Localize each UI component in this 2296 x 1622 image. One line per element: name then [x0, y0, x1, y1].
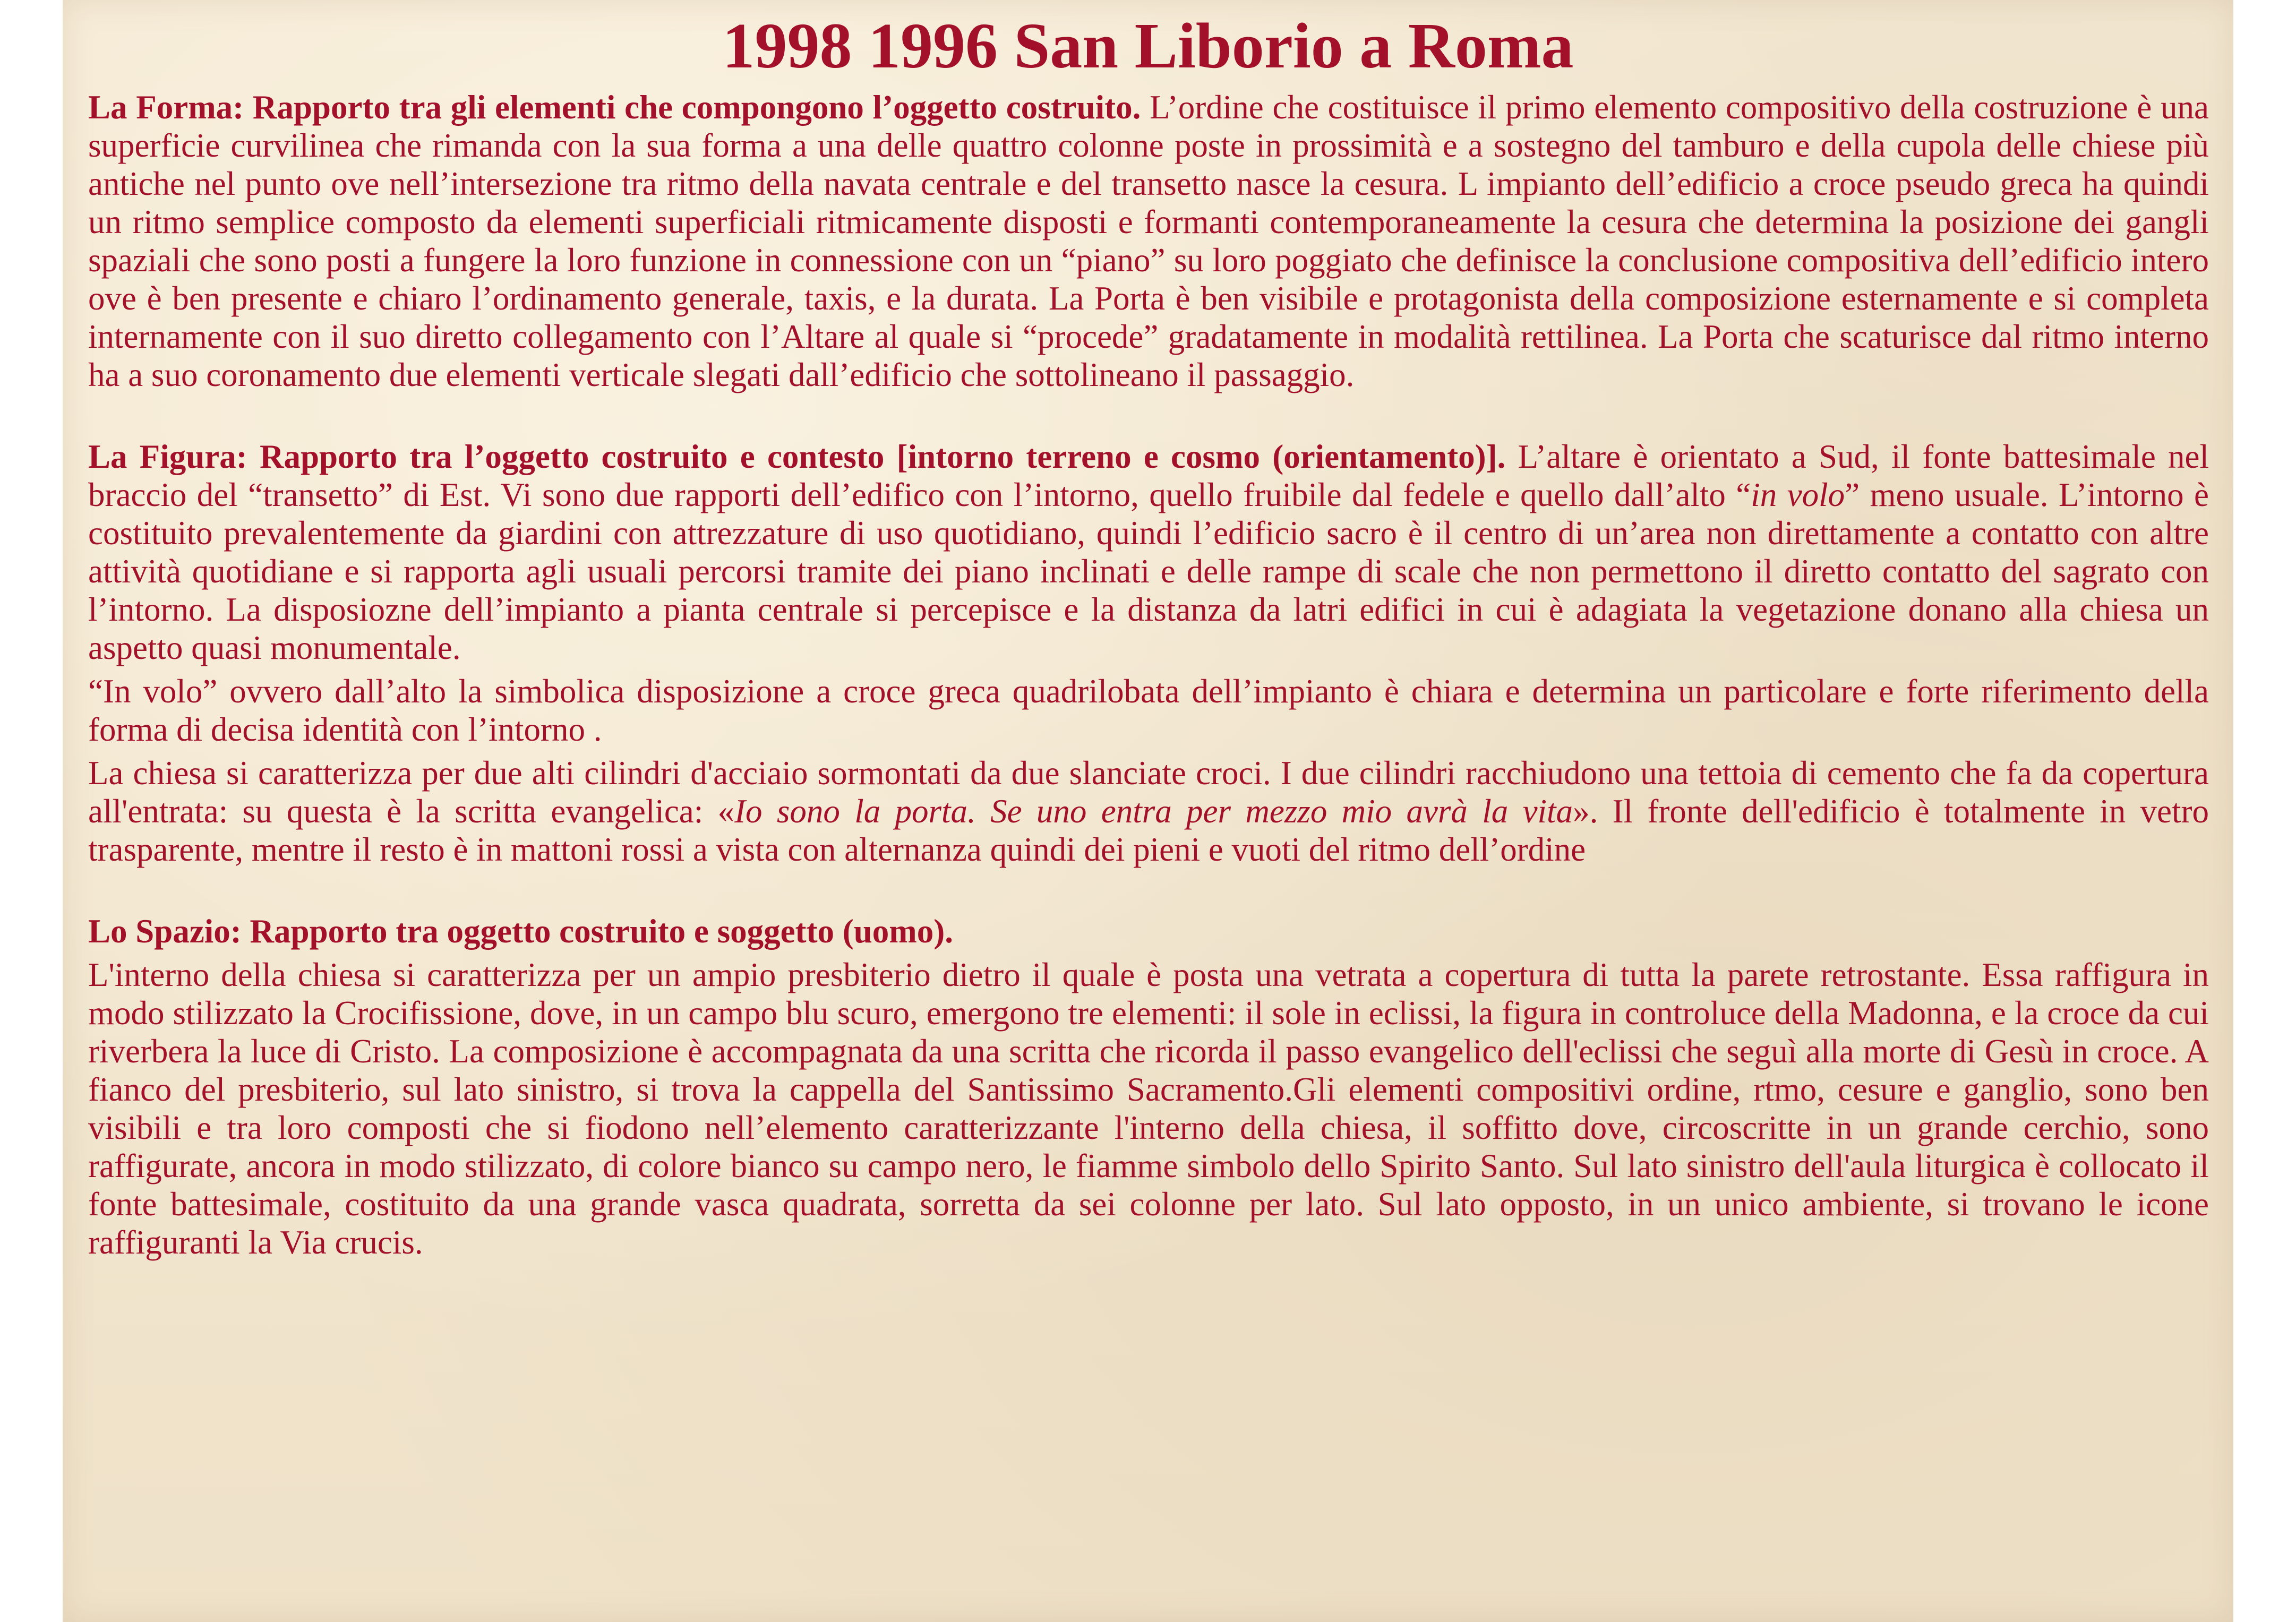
paragraph-figura-italic: in volo — [1751, 476, 1845, 513]
page-title: 1998 1996 San Liborio a Roma — [722, 10, 1574, 82]
paragraph-forma-text: L’ordine che costituisce il primo elemento compositivo della costruzione è una superficie curvilinea che rimanda con la sua forma a una delle quattro colonne poste in prossimità e a sostegno del tamburo e della cupola delle chiese più antiche nel punto ove nell’intersezione tra ritmo della navata centrale e del transetto nasce la cesura. L impianto dell’edificio a croce pseudo greca ha quindi un ritmo semplice composto da elementi superficiali ritmicamente disposti e formanti contemporaneamente la cesura che determina la posizione dei gangli spaziali che sono posti a fungere la loro funzione in connessione con un “piano” su loro poggiato che definisce la conclusione compositiva dell’edificio intero ove è ben presente e chiaro l’ordinamento generale, taxis, e la durata. La Porta è ben visibile e protagonista della composizione esternamente e si completa internamente con il suo diretto collegamento con l’Altare al quale si “procede” gradatamente in modalità rettilinea. La Porta che scaturisce dal ritmo interno ha a suo coronamento due elementi verticale slegati dall’edificio che sottolineano il passaggio. — [88, 89, 2209, 393]
section-heading-spazio: Lo Spazio: Rapporto tra oggetto costruito e soggetto (uomo). — [88, 913, 953, 950]
document-body — [88, 88, 2209, 1261]
paragraph-spazio: L'interno della chiesa si caratterizza per un ampio presbiterio dietro il quale è posta una vetrata a copertura di tutta la parete retrostante. Essa raffigura in modo stilizzato la Crocifissione, dove, in un campo blu scuro, emergono tre elementi: il sole in eclissi, la figura in controluce della Madonna, e la croce da cui riverbera la luce di Cristo. La composizione è accompagnata da una scritta che ricorda il passo evangelico dell'eclissi che seguì alla morte di Gesù in croce. A fianco del presbiterio, sul lato sinistro, si trova la cappella del Santissimo Sacramento.Gli elementi compositivi ordine, rtmo, cesure e ganglio, sono ben visibili e tra loro composti che si fiodono nell’elemento caratterizzante l'interno della chiesa, il soffitto dove, circoscritte in un grande cerchio, sono raffigurate, ancora in modo stilizzato, di colore bianco su campo nero, le fiamme simbolo dello Spirito Santo. Sul lato sinistro dell'aula liturgica è collocato il fonte battesimale, costituito da una grande vasca quadrata, sorretta da sei colonne per lato. Sul lato opposto, in un unico ambiente, si trovano le icone raffiguranti la Via crucis. — [88, 956, 2209, 1261]
paragraph-forma — [88, 88, 2209, 394]
section-heading-spazio-line — [88, 912, 2209, 950]
section-heading-forma: La Forma: Rapporto tra gli elementi che compongono l’oggetto costruito. — [88, 89, 1141, 126]
paragraph-chiesa-text-2: ». Il fronte dell'edificio è totalmente in vetro trasparente, mentre il resto è in mattoni rossi a vista con alternanza quindi dei pieni e vuoti del ritmo dell’ordine — [88, 793, 2209, 868]
section-heading-figura: La Figura: Rapporto tra l’oggetto costruito e contesto [intorno terreno e cosmo (orientamento)]. — [88, 438, 1506, 475]
paragraph-chiesa — [88, 754, 2209, 869]
paragraph-in-volo: “In volo” ovvero dall’alto la simbolica disposizione a croce greca quadrilobata dell’impianto è chiara e determina un particolare e forte riferimento della forma di decisa identità con l’intorno . — [88, 673, 2209, 748]
paragraph-figura — [88, 437, 2209, 667]
paragraph-chiesa-quote: Io sono la porta. Se uno entra per mezzo mio avrà la vita — [734, 793, 1573, 830]
paragraph-chiesa-text-1: La chiesa si caratterizza per due alti cilindri d'acciaio sormontati da due slanciate croci. I due cilindri racchiudono una tettoia di cemento che fa da copertura all'entrata: su questa è la scritta evangelica: « — [88, 754, 2209, 830]
paragraph-figura-text-1: L’altare è orientato a Sud, il fonte battesimale nel braccio del “transetto” di Est. Vi sono due rapporti dell’edifico con l’intorno, quello fruibile dal fedele e quello dall’alto “ — [88, 438, 2209, 513]
paragraph-figura-text-2: ” meno usuale. L’intorno è costituito prevalentemente da giardini con attrezzature di uso quotidiano, quindi l’edificio sacro è il centro di un’area non direttamente a contatto con altre attività quotidiane e si rapporta agli usuali percorsi tramite dei piano inclinati e delle rampe di scale che non permettono il diretto contatto del sagrato con l’intorno. La disposiozne dell’impianto a pianta centrale si percepisce e la distanza da latri edifici in cui è adagiata la vegetazione donano alla chiesa un aspetto quasi monumentale. — [88, 476, 2209, 666]
